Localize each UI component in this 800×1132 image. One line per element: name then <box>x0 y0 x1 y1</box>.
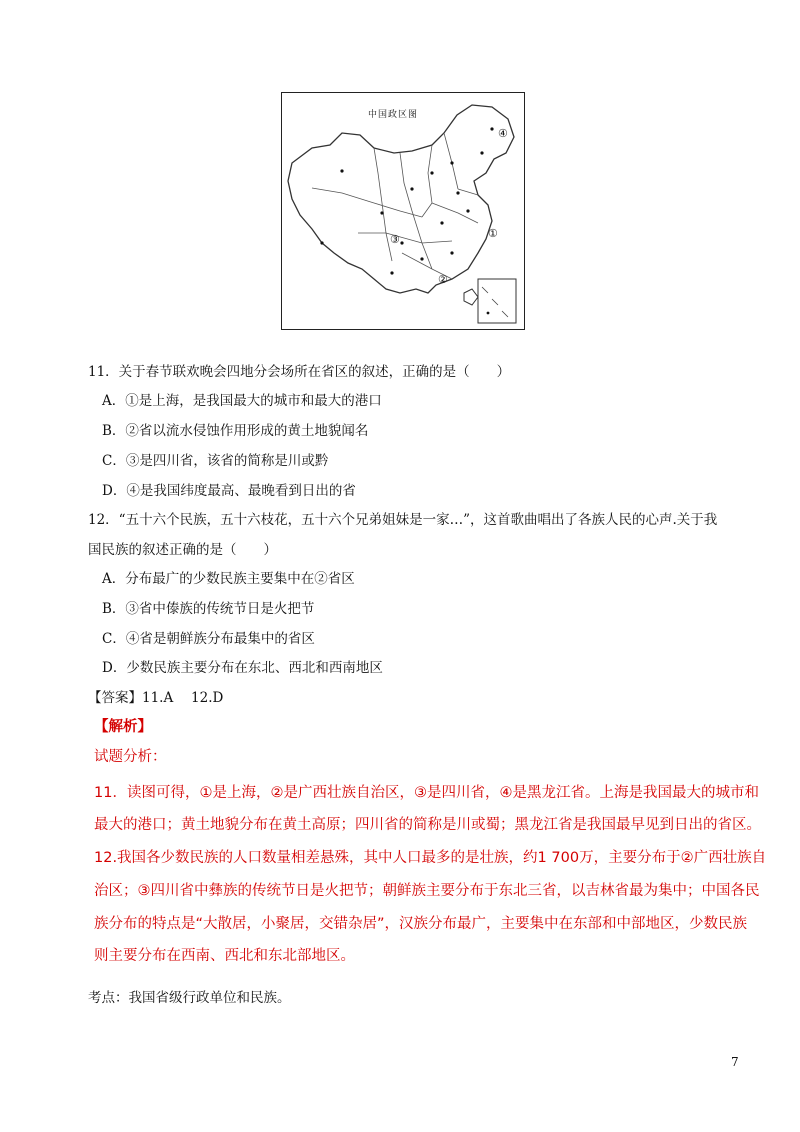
q12-option-a: A．分布最广的少数民族主要集中在②省区 <box>102 571 355 587</box>
page-number: 7 <box>731 1055 739 1069</box>
answer-line: 【答案】11.A 12.D <box>88 690 224 706</box>
analysis-line: 12.我国各少数民族的人口数量相差悬殊，其中人口最多的是壮族，约1 700万，主要分布于②广西壮族自 <box>94 850 767 866</box>
q12-option-b: B．③省中傣族的传统节日是火把节 <box>102 601 315 617</box>
map-title: 中国政区图 <box>368 110 419 120</box>
marker-4: ④ <box>498 127 508 140</box>
q12-option-d: D．少数民族主要分布在东北、西北和西南地区 <box>102 660 383 676</box>
china-map <box>281 92 525 330</box>
marker-1: ① <box>488 227 498 240</box>
q12-stem-line1: 12．“五十六个民族，五十六枝花，五十六个兄弟姐妹是一家…”，这首歌曲唱出了各族人民的心声.关于我 <box>88 512 718 528</box>
q11-option-c: C．③是四川省，该省的简称是川或黔 <box>102 453 329 469</box>
analysis-line: 则主要分布在西南、西北和东北部地区。 <box>94 948 355 964</box>
q11-option-d: D．④是我国纬度最高、最晚看到日出的省 <box>102 483 356 499</box>
q11-option-a: A．①是上海，是我国最大的城市和最大的港口 <box>102 393 382 409</box>
q12-option-c: C．④省是朝鲜族分布最集中的省区 <box>102 631 315 647</box>
china-outline <box>282 93 524 329</box>
q12-stem-line2: 国民族的叙述正确的是（ ） <box>88 542 277 558</box>
analysis-subheading: 试题分析： <box>94 749 167 765</box>
marker-3: ③ <box>390 233 400 246</box>
q11-option-b: B．②省以流水侵蚀作用形成的黄土地貌闻名 <box>102 423 369 439</box>
marker-2: ② <box>438 273 448 286</box>
analysis-line: 族分布的特点是“大散居，小聚居，交错杂居”，汉族分布最广，主要集中在东部和中部地区，少数民族 <box>94 916 748 932</box>
analysis-line: 治区；③四川省中彝族的传统节日是火把节；朝鲜族主要分布于东北三省，以吉林省最为集中；中国各民 <box>94 883 760 899</box>
kaodian-line: 考点：我国省级行政单位和民族。 <box>88 990 291 1006</box>
q11-stem: 11．关于春节联欢晚会四地分会场所在省区的叙述，正确的是（ ） <box>88 364 511 380</box>
analysis-line: 最大的港口；黄土地貌分布在黄土高原；四川省的简称是川或蜀；黑龙江省是我国最早见到日出的省区。 <box>94 817 761 833</box>
analysis-line: 11．读图可得，①是上海，②是广西壮族自治区，③是四川省，④是黑龙江省。上海是我国最大的城市和 <box>94 785 759 801</box>
analysis-heading: 【解析】 <box>94 719 152 735</box>
